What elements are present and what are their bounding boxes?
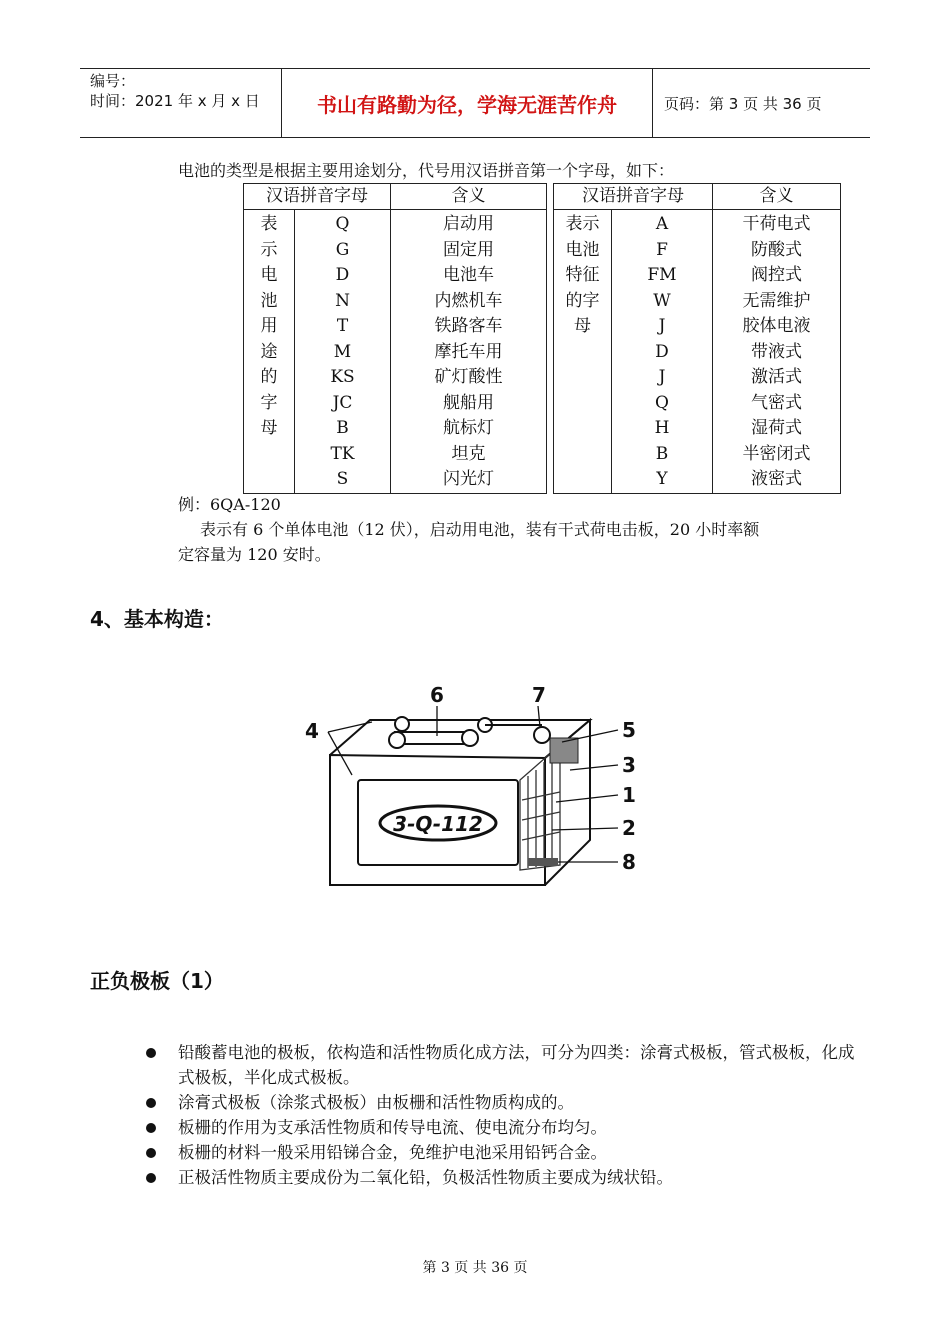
callout-3: 3 [622, 753, 636, 777]
example-label: 例：6QA-120 [178, 495, 281, 514]
terminal-left [389, 732, 405, 748]
subsection-title: 正负极板（1） [90, 969, 224, 993]
callout-5: 5 [622, 718, 636, 742]
list-item: 涂膏式极板（涂浆式极板）由板栅和活性物质构成的。 [140, 1090, 865, 1115]
left-group-label: 表 示 电 池 用 途 的 字 母 [260, 214, 278, 438]
list-item: 板栅的作用为支承活性物质和传导电流、使电流分布均匀。 [140, 1115, 865, 1140]
header-motto: 书山有路勤为径，学海无涯苦作舟 [282, 69, 653, 137]
callout-8: 8 [622, 850, 636, 874]
bullet-icon [146, 1148, 156, 1158]
bullet-icon [146, 1173, 156, 1183]
connector-bar [395, 732, 470, 744]
left-letters: Q G D N T M KS JC B TK S [330, 214, 355, 489]
section-title: 4、基本构造： [90, 607, 224, 631]
header-letter-left: 汉语拼音字母 [244, 184, 391, 210]
page-header [80, 68, 870, 138]
header-meaning-left: 含义 [391, 184, 547, 210]
list-item: 板栅的材料一般采用铅锑合金，免维护电池采用铅钙合金。 [140, 1140, 865, 1165]
intro-text: 电池的类型是根据主要用途划分，代号用汉语拼音第一个字母，如下： [178, 161, 675, 180]
header-page-number: 页码：第 3 页 共 36 页 [664, 94, 822, 113]
bullet-icon [146, 1098, 156, 1108]
bullet-icon [146, 1048, 156, 1058]
battery-structure-diagram [300, 680, 650, 895]
left-meanings: 启动用 固定用 电池车 内燃机车 铁路客车 摩托车用 矿灯酸性 舰船用 航标灯 坦克 闪光灯 [434, 214, 503, 489]
header-meaning-right: 含义 [713, 184, 841, 210]
terminal-middle [462, 730, 478, 746]
right-meanings: 干荷电式 防酸式 阀控式 无需维护 胶体电液 带液式 激活式 气密式 湿荷式 半密闭式 液密式 [742, 214, 811, 489]
right-group-label: 表示 电池 特征 的字 母 [565, 214, 600, 336]
list-item: 铅酸蓄电池的极板，依构造和活性物质化成方法，可分为四类：涂膏式极板，管式极板，化成式极板，半化成式极板。 [140, 1040, 865, 1090]
callout-2: 2 [622, 816, 636, 840]
plate-bullet-list [140, 1040, 865, 1190]
bullet-icon [146, 1123, 156, 1133]
header-meta [80, 69, 282, 137]
callout-6: 6 [430, 683, 444, 707]
battery-model-label: 3-Q-112 [393, 812, 483, 836]
example-line-2: 定容量为 120 安时。 [178, 545, 331, 564]
right-letters: A F FM W J D J Q H B Y [647, 214, 677, 489]
callout-7: 7 [532, 683, 546, 707]
header-number: 编号： [90, 72, 136, 90]
callout-1: 1 [622, 783, 636, 807]
list-item: 正极活性物质主要成份为二氧化铅，负极活性物质主要成为绒状铅。 [140, 1165, 865, 1190]
terminal-right [534, 727, 550, 743]
example-line-1: 表示有 6 个单体电池（12 伏），启动用电池，装有干式荷电击板，20 小时率额 [200, 520, 760, 539]
header-time: 时间：2021 年 x 月 x 日 [90, 92, 260, 110]
page-footer: 第 3 页 共 36 页 [422, 1260, 528, 1276]
battery-code-table [243, 183, 841, 494]
header-letter-right: 汉语拼音字母 [554, 184, 713, 210]
callout-4: 4 [305, 719, 319, 743]
